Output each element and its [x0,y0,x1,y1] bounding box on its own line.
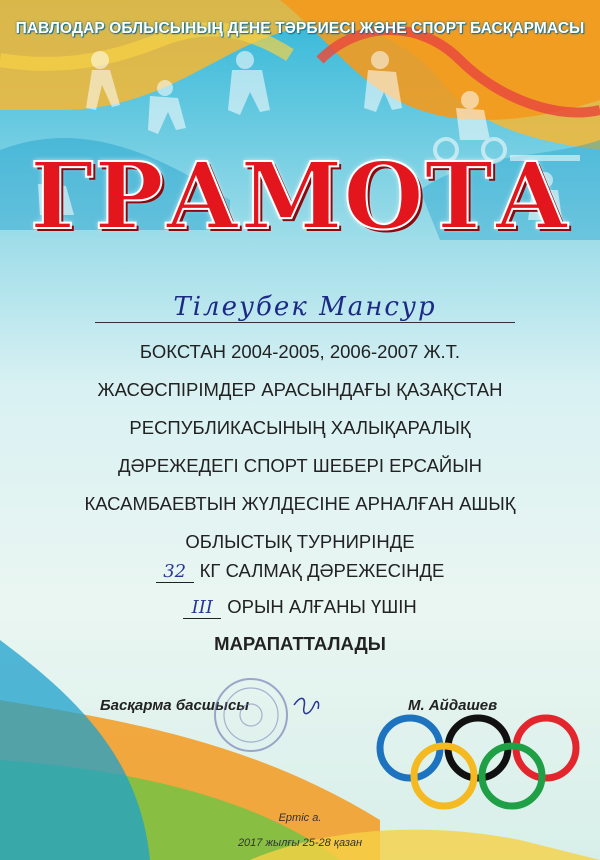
footer-place: Ертіс а. [278,812,322,824]
place-text: ОРЫН АЛҒАНЫ ҮШІН [227,596,417,617]
body-line-4: ДӘРЕЖЕДЕГІ СПОРТ ШЕБЕРІ ЕРСАЙЫН [118,455,482,476]
signatory-role: Басқарма басшысы [100,697,250,714]
olympic-rings-icon [372,712,587,812]
body-line-2: ЖАСӨСПІРІМДЕР АРАСЫНДАҒЫ ҚАЗАҚСТАН [97,379,503,400]
body-line-5: КАСАМБАЕВТЫН ЖҮЛДЕСІНЕ АРНАЛҒАН АШЫҚ [84,493,516,514]
award-text: МАРАПАТТАЛАДЫ [214,633,386,654]
body-line-3: РЕСПУБЛИКАСЫНЫҢ ХАЛЫҚАРАЛЫҚ [129,417,471,438]
recipient-name: Тілеубек Мансур [173,292,437,322]
weight-value: 32 [163,561,187,582]
organization-header: ПАВЛОДАР ОБЛЫСЫНЫҢ ДЕНЕ ТӘРБИЕСІ ЖӘНЕ СПОРТ БАСҚАРМАСЫ [15,20,585,37]
body-line-1: БОКСТАН 2004-2005, 2006-2007 Ж.Т. [139,341,461,362]
footer-date: 2017 жылғы 25-28 қазан [237,837,363,849]
body-line-6: ОБЛЫСТЫҚ ТУРНИРІНДЕ [185,531,415,552]
signatory-name: М. Айдашев [408,697,498,714]
recipient-underline [95,322,515,323]
place-line [0,596,600,619]
place-value: III [191,597,213,618]
certificate-title: ГРАМОТА [30,142,570,250]
weight-class-line [0,560,600,583]
weight-class-text: КГ САЛМАҚ ДӘРЕЖЕСІНДЕ [199,560,445,581]
official-seal-icon [206,675,326,755]
